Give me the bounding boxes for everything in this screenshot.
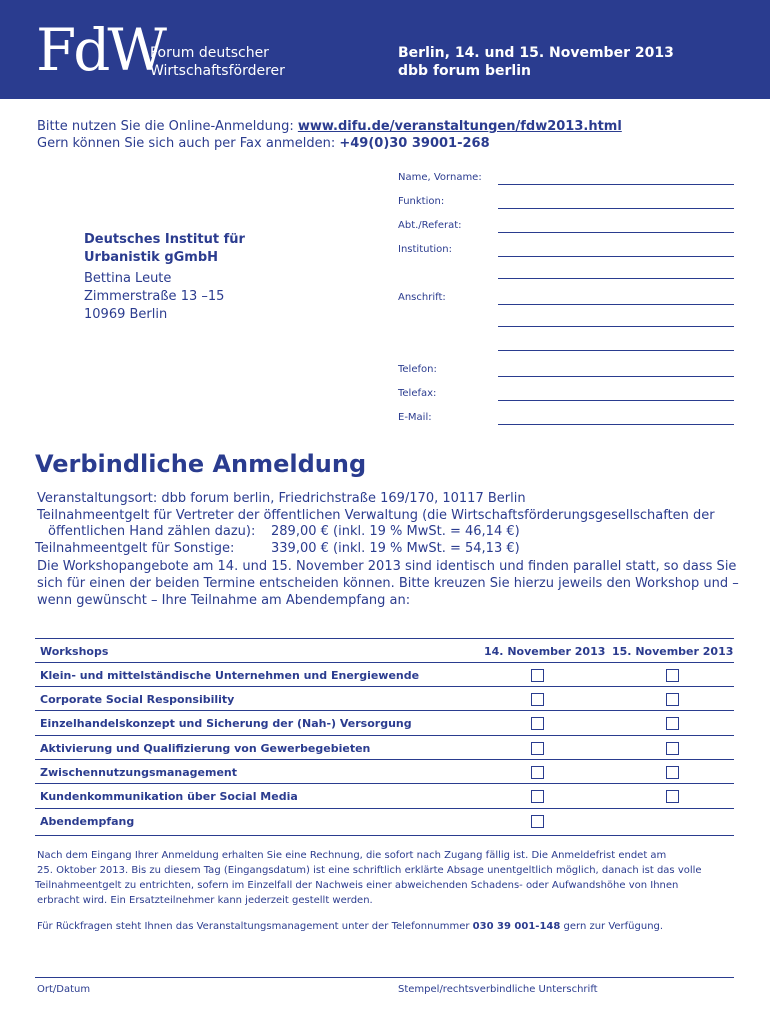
recipient-org [84, 231, 245, 267]
workshop-label: Aktivierung und Qualifizierung von Gewerbegebieten [40, 742, 371, 755]
workshops-header: Workshops [40, 645, 109, 658]
checkbox-15-nov[interactable] [666, 766, 679, 779]
field-address[interactable] [398, 292, 734, 303]
checkbox-14-nov[interactable] [531, 742, 544, 755]
field-name-label: Name, Vorname: [398, 172, 482, 183]
note-line-1: Nach dem Eingang Ihrer Anmeldung erhalten Sie eine Rechnung, die sofort nach Zugang fällig ist. Die Anmeldefrist endet am [37, 850, 667, 861]
checkbox-14-nov[interactable] [531, 790, 544, 803]
field-function-label: Funktion: [398, 196, 445, 207]
field-institution-extra-line[interactable] [498, 278, 734, 279]
registration-link[interactable]: www.difu.de/veranstaltungen/fdw2013.html [297, 119, 622, 134]
table-row [35, 686, 734, 711]
field-address-extra-line-1[interactable] [498, 326, 734, 327]
fax-prefix: Gern können Sie sich auch per Fax anmelden: [37, 136, 340, 151]
contact-suffix: gern zur Verfügung. [560, 921, 664, 932]
field-phone-line[interactable] [498, 376, 734, 377]
table-row [35, 735, 734, 760]
venue-info: Veranstaltungsort: dbb forum berlin, Friedrichstraße 169/170, 10117 Berlin [37, 491, 526, 506]
table-header [35, 638, 734, 663]
field-fax-label: Telefax: [398, 388, 437, 399]
field-phone-label: Telefon: [398, 364, 437, 375]
checkbox-14-nov[interactable] [531, 693, 544, 706]
field-institution[interactable] [398, 244, 734, 255]
field-email-label: E-Mail: [398, 412, 432, 423]
field-department-line[interactable] [498, 232, 734, 233]
table-row [35, 759, 734, 784]
signature-line[interactable] [35, 977, 734, 978]
intro-text [37, 118, 622, 152]
field-phone[interactable] [398, 364, 734, 375]
note-line-2: 25. Oktober 2013. Bis zu diesem Tag (Eingangsdatum) ist eine schriftlich erklärte Absage unentgeltlich möglich, danach ist das volle [37, 865, 702, 876]
fdw-logo: FdW [36, 16, 164, 84]
place-date-label: Ort/Datum [37, 984, 91, 995]
fee-public-amount: 289,00 € (inkl. 19 % MwSt. = 46,14 €) [271, 524, 520, 539]
field-department-label: Abt./Referat: [398, 220, 462, 231]
note-line-4: erbracht wird. Ein Ersatzteilnehmer kann jederzeit gestellt werden. [37, 895, 373, 906]
table-row [35, 662, 734, 687]
field-name[interactable] [398, 172, 734, 183]
date-14-header: 14. November 2013 [484, 645, 606, 658]
workshop-info-2: sich für einen der beiden Termine entscheiden können. Bitte kreuzen Sie hierzu jeweils den Workshop und – [37, 576, 739, 591]
field-address-label: Anschrift: [398, 292, 446, 303]
field-institution-label: Institution: [398, 244, 452, 255]
org-line-2: Urbanistik gGmbH [84, 250, 219, 265]
recipient-city: 10969 Berlin [84, 307, 168, 322]
fee-public-line-1: Teilnahmeentgelt für Vertreter der öffentlichen Verwaltung (die Wirtschaftsförderungsgesellschaften der [37, 508, 715, 523]
contact-note [37, 919, 737, 934]
field-address-extra-line-2[interactable] [498, 350, 734, 351]
evening-reception-label: Abendempfang [40, 815, 135, 828]
checkbox-14-nov[interactable] [531, 669, 544, 682]
contact-phone: 030 39 001-148 [472, 921, 561, 932]
field-email[interactable] [398, 412, 734, 423]
page-title: Verbindliche Anmeldung [35, 450, 367, 478]
org-line-1: Deutsches Institut für [84, 232, 245, 247]
fee-public-line-2: öffentlichen Hand zählen dazu): [48, 524, 256, 539]
stamp-signature-label: Stempel/rechtsverbindliche Unterschrift [398, 984, 598, 995]
event-date: Berlin, 14. und 15. November 2013 [398, 45, 674, 61]
field-email-line[interactable] [498, 424, 734, 425]
online-prefix: Bitte nutzen Sie die Online-Anmeldung: [37, 119, 298, 134]
table-row [35, 783, 734, 808]
field-department[interactable] [398, 220, 734, 231]
workshop-label: Zwischennutzungsmanagement [40, 766, 237, 779]
checkbox-15-nov[interactable] [666, 742, 679, 755]
workshop-label: Klein- und mittelständische Unternehmen und Energiewende [40, 669, 420, 682]
workshop-info-3: wenn gewünscht – Ihre Teilnahme am Abendempfang an: [37, 593, 411, 608]
contact-prefix: Für Rückfragen steht Ihnen das Veranstaltungsmanagement unter der Telefonnummer [37, 921, 473, 932]
notes-block [37, 848, 737, 908]
event-info [398, 44, 674, 80]
table-row [35, 808, 734, 836]
checkbox-15-nov[interactable] [666, 669, 679, 682]
fee-other-amount: 339,00 € (inkl. 19 % MwSt. = 54,13 €) [271, 541, 520, 556]
field-fax-line[interactable] [498, 400, 734, 401]
forum-line-2: Wirtschaftsförderer [150, 63, 285, 79]
event-venue: dbb forum berlin [398, 63, 531, 79]
recipient-person: Bettina Leute [84, 271, 172, 286]
recipient-street: Zimmerstraße 13 –15 [84, 289, 225, 304]
checkbox-15-nov[interactable] [666, 693, 679, 706]
field-institution-line[interactable] [498, 256, 734, 257]
field-address-line[interactable] [498, 304, 734, 305]
table-row [35, 710, 734, 735]
field-function[interactable] [398, 196, 734, 207]
forum-line-1: Forum deutscher [150, 45, 269, 61]
workshop-label: Kundenkommunikation über Social Media [40, 790, 298, 803]
note-line-3: Teilnahmeentgelt zu entrichten, sofern im Einzelfall der Nachweis einer abweichenden Schadens- oder Aufwandshöhe von Ihnen [35, 880, 679, 891]
checkbox-15-nov[interactable] [666, 717, 679, 730]
online-registration-line [37, 118, 622, 135]
field-fax[interactable] [398, 388, 734, 399]
date-15-header: 15. November 2013 [612, 645, 734, 658]
field-function-line[interactable] [498, 208, 734, 209]
checkbox-14-nov[interactable] [531, 766, 544, 779]
workshop-label: Corporate Social Responsibility [40, 693, 235, 706]
checkbox-15-nov[interactable] [666, 790, 679, 803]
workshop-info-1: Die Workshopangebote am 14. und 15. November 2013 sind identisch und finden parallel statt, so dass Sie [37, 559, 737, 574]
header-banner [0, 0, 770, 99]
recipient-address [84, 270, 224, 324]
checkbox-14-nov[interactable] [531, 717, 544, 730]
checkbox-evening-reception[interactable] [531, 815, 544, 828]
forum-name [150, 44, 285, 80]
workshop-label: Einzelhandelskonzept und Sicherung der (Nah-) Versorgung [40, 717, 412, 730]
fax-number: +49(0)30 39001-268 [339, 136, 490, 151]
fax-registration-line [37, 135, 622, 152]
field-name-line[interactable] [498, 184, 734, 185]
fee-other-label: Teilnahmeentgelt für Sonstige: [35, 541, 235, 556]
